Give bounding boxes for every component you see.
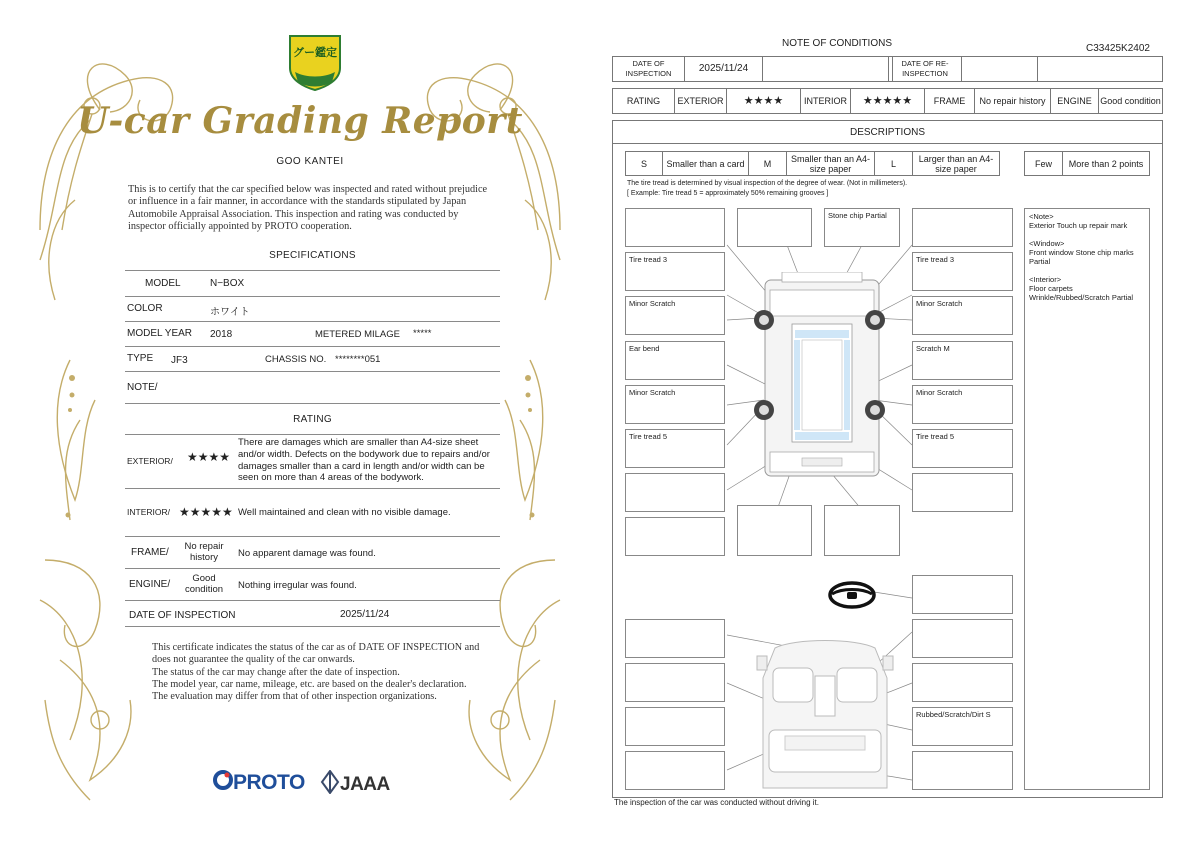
note-heading: <Note> (1029, 212, 1054, 221)
proto-logo-text: PROTO (233, 771, 305, 794)
document-id: C33425K2402 (1086, 43, 1150, 54)
rear-left-tire-icon (752, 398, 776, 422)
disclaimer-line: This certificate indicates the status of the car as of DATE OF INSPECTION and does not guarantee the quality of the car onwards. (152, 642, 480, 666)
damage-box (912, 208, 1013, 247)
side-notes-panel (1024, 208, 1150, 790)
damage-label: Tire tread 5 (629, 432, 668, 441)
color-value: ホワイト (210, 307, 250, 318)
damage-box (912, 619, 1013, 658)
date-of-inspection-row (125, 601, 500, 627)
damage-box-right-scratch-2 (912, 385, 1013, 424)
badge-text: グー鑑定 (293, 47, 337, 59)
exterior-description: There are damages which are smaller than A4-size sheet and/or width. Defects on the bodywork due to repairs and/or damages smaller than a card in length and/or width can be seen on more than 4 areas of the bodywork. (238, 437, 490, 484)
legend-few-text: More than 2 points (1068, 158, 1144, 169)
exterior-stars: ★★★★ (187, 450, 231, 464)
damage-box (912, 473, 1013, 512)
exterior-rating-row (125, 436, 500, 489)
damage-box-left-scratch-1 (625, 296, 725, 335)
damage-label: Minor Scratch (629, 299, 676, 308)
type-row (125, 347, 500, 372)
damage-label: Minor Scratch (629, 388, 676, 397)
disclaimer-line: The evaluation may differ from that of other inspection organizations. (152, 691, 437, 703)
damage-box (625, 517, 725, 556)
damage-box (912, 575, 1013, 614)
front-left-tire-icon (752, 308, 776, 332)
engine-rating-row (125, 569, 500, 601)
damage-label: Minor Scratch (916, 388, 963, 397)
size-legend (625, 151, 1000, 176)
color-row (125, 297, 500, 322)
damage-label: Tire tread 3 (916, 255, 955, 264)
inspection-date-table (612, 56, 1163, 82)
damage-box (912, 751, 1013, 790)
model-value: N−BOX (210, 278, 245, 289)
damage-box-right-scratch-m (912, 341, 1013, 380)
damage-box (737, 505, 812, 556)
proto-logo (213, 770, 305, 795)
proto-mark-icon (213, 770, 233, 792)
rating-heading: RATING (293, 414, 332, 425)
date-of-inspection-label: DATE OF INSPECTION (129, 610, 236, 621)
exterior-label: EXTERIOR/ (127, 456, 173, 466)
goo-kantei-badge (286, 30, 344, 92)
legend-few: Few (1025, 152, 1063, 175)
date-of-inspection-value: 2025/11/24 (340, 609, 390, 620)
engine-value: Good condition (1100, 96, 1161, 106)
descriptions-heading: DESCRIPTIONS (849, 127, 925, 138)
damage-box-interior-right (912, 707, 1013, 746)
legend-m-text: Smaller than an A4-size paper (787, 152, 875, 175)
legend-s: S (626, 152, 663, 175)
metered-milage-value: ***** (413, 328, 432, 339)
few-legend (1024, 151, 1150, 176)
note-title: NOTE OF CONDITIONS (782, 38, 892, 49)
legend-m: M (749, 152, 787, 175)
damage-box-left-tire-front (625, 252, 725, 291)
report-subtitle: GOO KANTEI (276, 156, 344, 167)
damage-box-right-scratch-1 (912, 296, 1013, 335)
damage-box-right-tire-front (912, 252, 1013, 291)
exterior-label: EXTERIOR (675, 89, 727, 113)
legend-l-text: Larger than an A4-size paper (918, 153, 994, 174)
engine-label: ENGINE (1051, 89, 1099, 113)
damage-box-right-tire-rear (912, 429, 1013, 468)
damage-box (824, 505, 900, 556)
frame-label: FRAME (925, 89, 975, 113)
engine-value: Good condition (184, 573, 224, 595)
model-label: MODEL (145, 278, 181, 289)
frame-value: No repair history (975, 89, 1051, 113)
interior-label: INTERIOR (801, 89, 851, 113)
model-row (125, 272, 500, 297)
legend-l: L (875, 152, 913, 175)
model-year-value: 2018 (210, 329, 233, 340)
chassis-value: ********051 (335, 354, 381, 365)
engine-description: Nothing irregular was found. (238, 580, 357, 591)
car-top-view-diagram (762, 272, 882, 482)
interior-text: Floor carpets Wrinkle/Rubbed/Scratch Partial (1029, 284, 1134, 302)
specifications-heading: SPECIFICATIONS (269, 250, 356, 261)
damage-label: Tire tread 3 (629, 255, 668, 264)
note-row (125, 372, 500, 404)
damage-label: Ear bend (629, 344, 660, 353)
rating-summary-table (612, 88, 1163, 114)
damage-box-left-tire-rear (625, 429, 725, 468)
damage-label: Scratch M (916, 344, 950, 353)
damage-box-top-front (824, 208, 900, 247)
front-right-tire-icon (863, 308, 887, 332)
damage-box (625, 663, 725, 702)
color-label: COLOR (127, 303, 163, 314)
interior-heading: <Interior> (1029, 275, 1062, 284)
type-label: TYPE (127, 353, 154, 364)
chassis-label: CHASSIS NO. (265, 354, 327, 365)
damage-label: Tire tread 5 (916, 432, 955, 441)
rating-label: RATING (613, 89, 675, 113)
car-interior-diagram (755, 638, 895, 798)
damage-box (625, 751, 725, 790)
damage-box (625, 619, 725, 658)
frame-description: No apparent damage was found. (238, 548, 376, 559)
damage-label: Rubbed/Scratch/Dirt S (916, 710, 991, 719)
model-year-row (125, 322, 500, 347)
frame-rating-row (125, 537, 500, 569)
date-reinspection-label: DATE OF RE-INSPECTION (888, 57, 962, 81)
note-label: NOTE/ (127, 382, 158, 393)
disclaimer-line: The status of the car may change after the date of inspection. (152, 666, 400, 678)
interior-rating-row (125, 489, 500, 537)
date-inspection-value: 2025/11/24 (685, 57, 763, 81)
date-inspection-label: DATE OF INSPECTION (613, 57, 685, 81)
jaaa-mark-icon (320, 770, 340, 794)
type-value: JF3 (171, 355, 188, 366)
window-heading: <Window> (1029, 239, 1065, 248)
window-text: Front window Stone chip marks Partial (1029, 248, 1134, 266)
engine-label: ENGINE/ (129, 579, 171, 590)
tire-note-1: The tire tread is determined by visual inspection of the degree of wear. (Not in millimeters). (627, 180, 908, 187)
damage-box-left-ear (625, 341, 725, 380)
interior-label: INTERIOR/ (127, 507, 170, 517)
damage-box (625, 473, 725, 512)
damage-box (737, 208, 812, 247)
shield-icon (286, 30, 344, 92)
jaaa-logo (320, 770, 390, 796)
interior-stars: ★★★★★ (851, 89, 925, 113)
damage-box (625, 707, 725, 746)
damage-label: Stone chip Partial (828, 211, 887, 220)
certification-text: This is to certify that the car specified below was inspected and rated without prejudice or influence in a fair manner, in accordance with the standards stipulated by Japan Automobile Appraisal Association. This inspection and rating was conducted by inspector officially appointed by PROTO cooperation. (128, 184, 488, 233)
tire-note-2: [ Example: Tire tread 5 = approximately 50% remaining grooves ] (627, 190, 829, 197)
legend-s-text: Smaller than a card (663, 152, 749, 175)
exterior-stars: ★★★★ (727, 89, 801, 113)
frame-label: FRAME/ (131, 547, 169, 558)
metered-milage-label: METERED MILAGE (315, 329, 400, 340)
rear-right-tire-icon (863, 398, 887, 422)
damage-box (625, 208, 725, 247)
interior-description: Well maintained and clean with no visible damage. (238, 507, 451, 518)
damage-box (912, 663, 1013, 702)
damage-label: Minor Scratch (916, 299, 963, 308)
steering-wheel-icon (827, 580, 877, 610)
model-year-label: MODEL YEAR (127, 328, 193, 339)
disclaimer (152, 642, 482, 703)
damage-box-left-scratch-2 (625, 385, 725, 424)
note-text: Exterior Touch up repair mark (1029, 221, 1128, 230)
interior-stars: ★★★★★ (179, 505, 233, 519)
descriptions-header (612, 120, 1163, 144)
frame-value: No repair history (184, 541, 224, 563)
inspection-footer-note: The inspection of the car was conducted without driving it. (614, 798, 819, 807)
report-title: U-car Grading Report (77, 100, 523, 142)
jaaa-logo-text: JAAA (340, 774, 390, 795)
disclaimer-line: The model year, car name, mileage, etc. are based on the dealer's declaration. (152, 678, 467, 690)
